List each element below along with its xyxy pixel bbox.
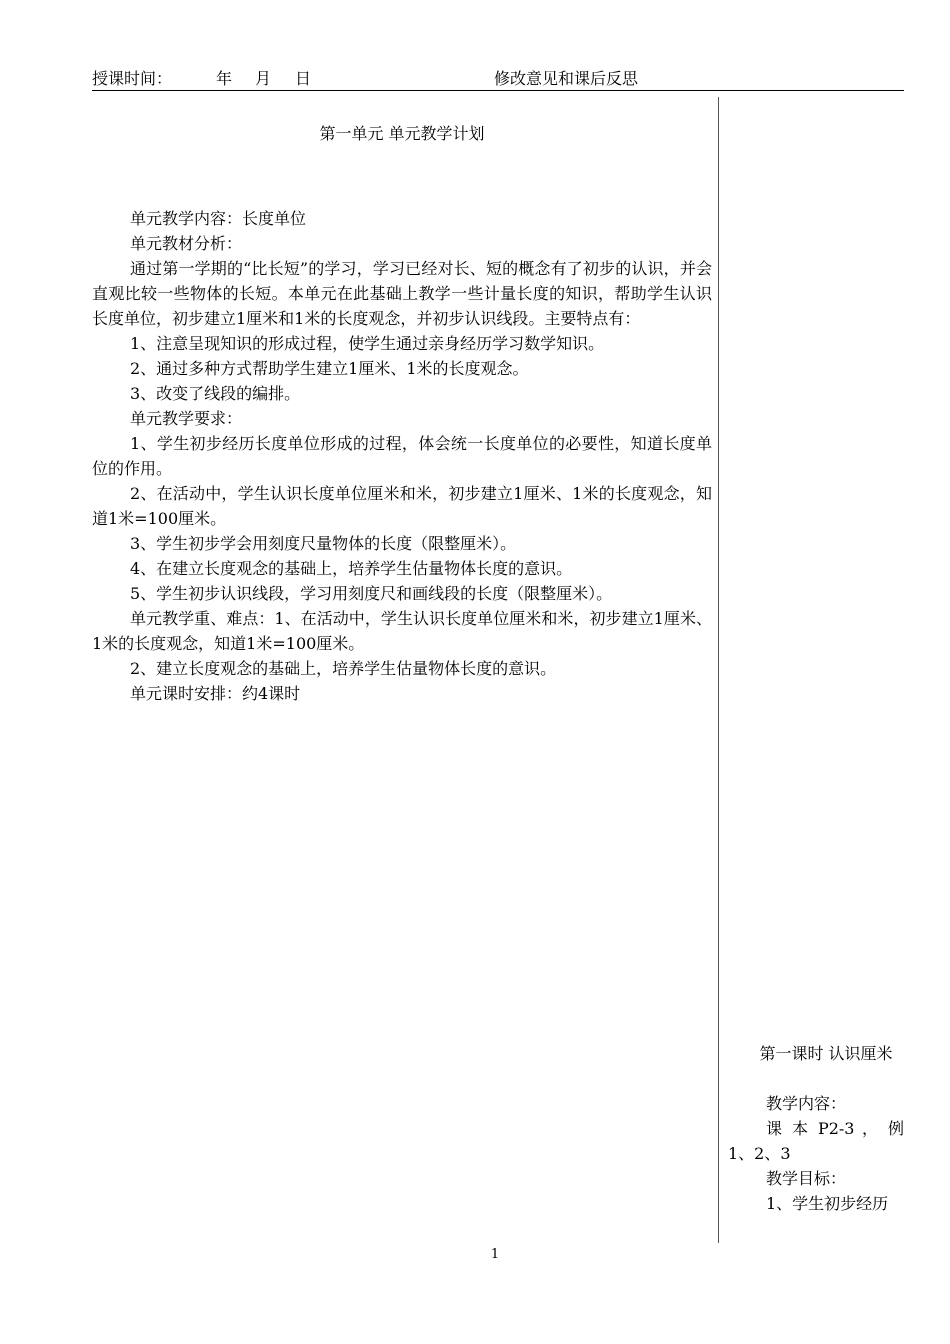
paragraph: 单元教材分析： [130,234,243,253]
lesson-title: 第一课时 认识厘米 [759,1044,893,1063]
column-divider [718,97,719,1243]
unit-plan-body [92,206,712,706]
paragraph: 单元教学重、难点：1、在活动中，学生认识长度单位厘米和米，初步建立1厘米、1米的长度观念，知道1米=100厘米。 [92,609,712,653]
paragraph: 5、学生初步认识线段，学习用刻度尺和画线段的长度（限整厘米）。 [130,584,613,603]
content-label: 教学内容： [766,1094,847,1113]
unit-title: 第一单元 单元教学计划 [319,124,485,143]
day-label: 日 [295,69,312,88]
year-label: 年 [216,69,233,88]
page-header [92,64,904,91]
paragraph: 2、建立长度观念的基础上，培养学生估量物体长度的意识。 [130,659,557,678]
side-column [728,1041,904,1216]
paragraph: 3、学生初步学会用刻度尺量物体的长度（限整厘米）。 [130,534,517,553]
paragraph: 2、通过多种方式帮助学生建立1厘米、1米的长度观念。 [130,359,529,378]
paragraph: 单元教学要求： [130,409,243,428]
paragraph: 4、在建立长度观念的基础上，培养学生估量物体长度的意识。 [130,559,573,578]
goal-item: 1、学生初步经历 [766,1194,889,1213]
paragraph: 通过第一学期的“比长短”的学习，学习已经对长、短的概念有了初步的认识，并会直观比较一些物体的长短。本单元在此基础上教学一些计量长度的知识，帮助学生认识长度单位，初步建立1厘米和1米的长度观念，并初步认识线段。主要特点有： [92,259,712,328]
paragraph: 单元教学内容：长度单位 [130,209,307,228]
revision-reflection-label: 修改意见和课后反思 [494,69,639,88]
page-number: 1 [490,1247,500,1262]
paragraph: 2、在活动中，学生认识长度单位厘米和米，初步建立1厘米、1米的长度观念，知道1米=100厘米。 [92,484,712,528]
paragraph: 3、改变了线段的编排。 [130,384,301,403]
teaching-time-label: 授课时间： [92,69,173,88]
paragraph: 单元课时安排：约4课时 [130,684,301,703]
goal-label: 教学目标： [766,1169,847,1188]
paragraph: 1、注意呈现知识的形成过程，使学生通过亲身经历学习数学知识。 [130,334,605,353]
content-value: 课 本 P2-3 ， 例1、2、3 [728,1119,904,1163]
month-label: 月 [255,69,272,88]
paragraph: 1、学生初步经历长度单位形成的过程，体会统一长度单位的必要性，知道长度单位的作用。 [92,434,712,478]
